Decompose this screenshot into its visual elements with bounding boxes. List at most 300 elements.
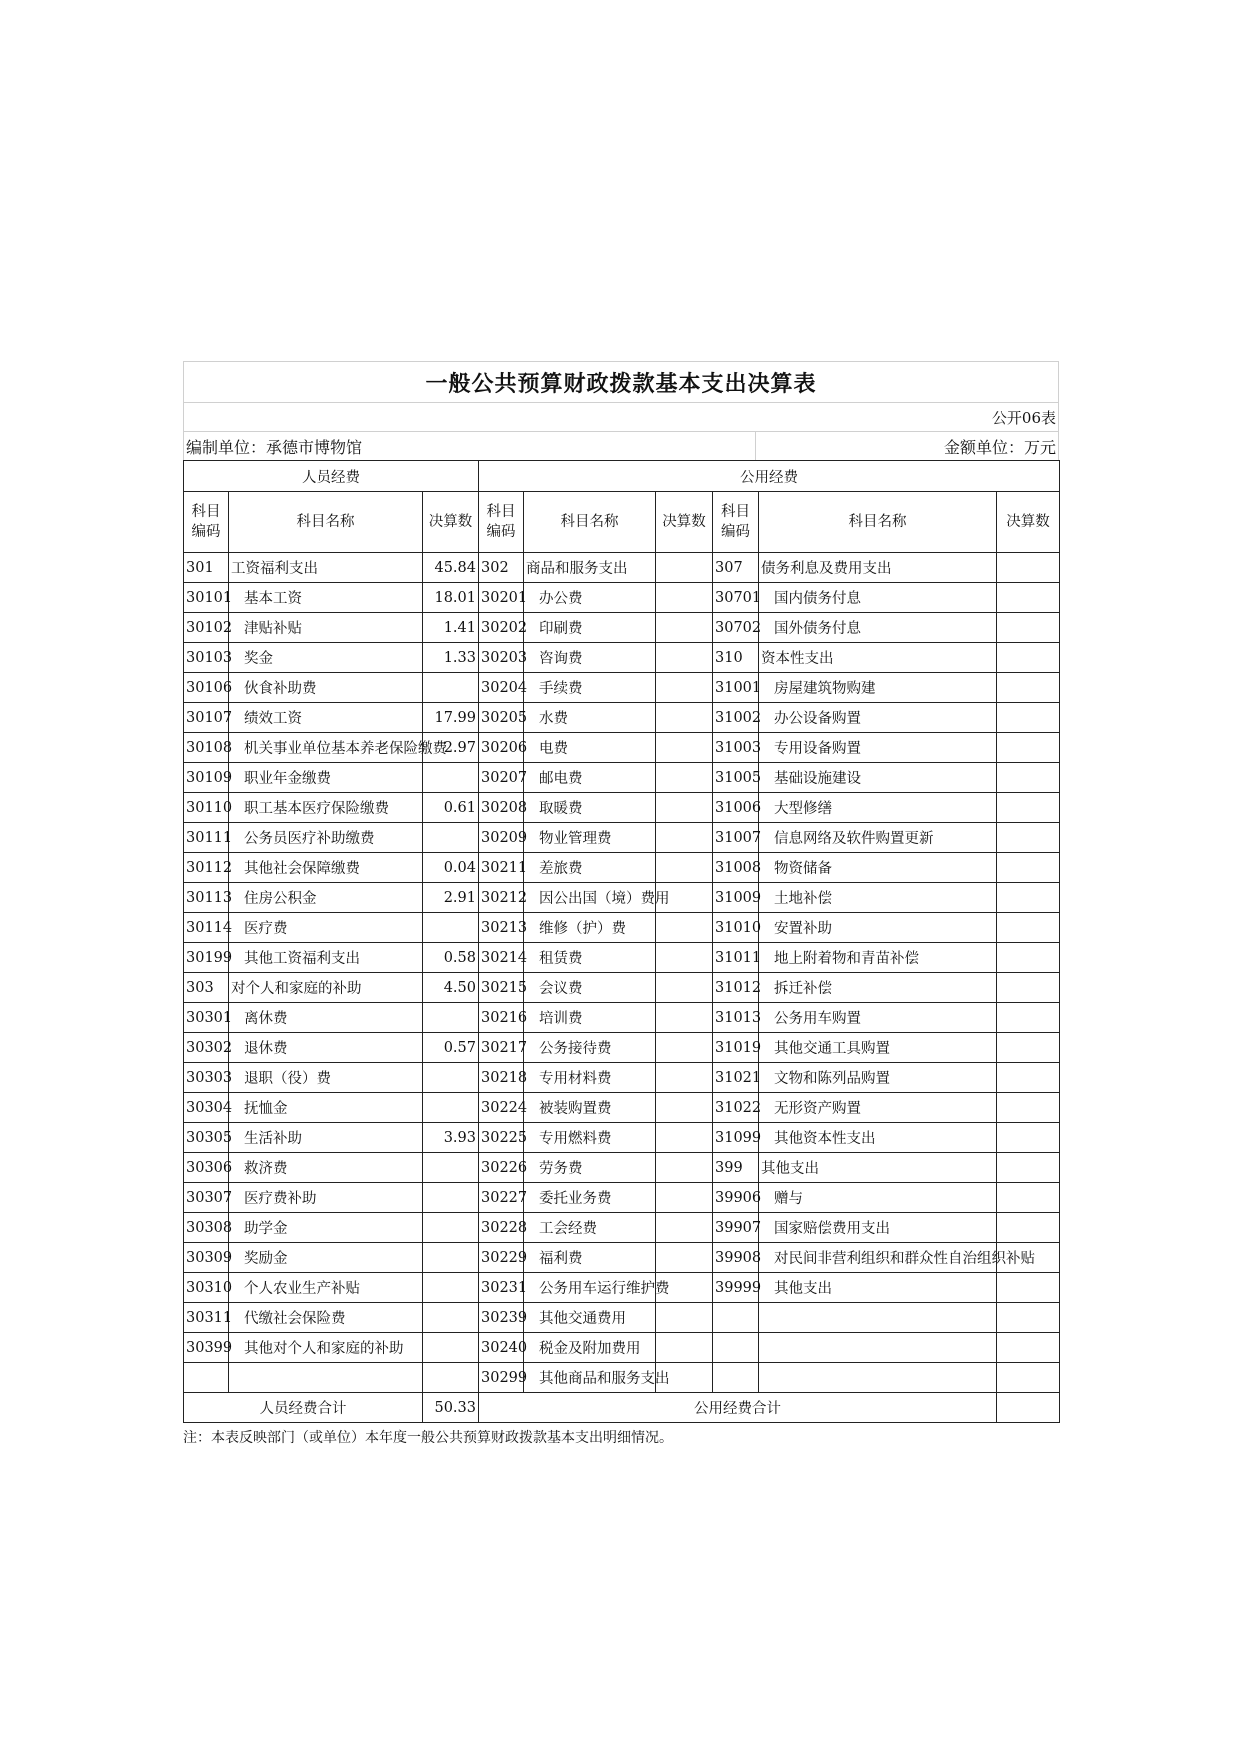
name-cell: 债务利息及费用支出 <box>759 553 997 583</box>
amount-cell <box>997 763 1060 793</box>
amount-cell <box>656 1003 713 1033</box>
code-cell: 31007 <box>713 823 759 853</box>
amount-cell <box>423 1153 479 1183</box>
amount-cell <box>656 1063 713 1093</box>
amount-cell <box>997 1123 1060 1153</box>
code-cell: 30107 <box>184 703 229 733</box>
amount-cell <box>997 1273 1060 1303</box>
name-cell: 其他支出 <box>759 1273 997 1303</box>
name-cell: 手续费 <box>524 673 656 703</box>
name-cell: 个人农业生产补贴 <box>229 1273 423 1303</box>
code-cell: 31001 <box>713 673 759 703</box>
amount-header: 决算数 <box>997 492 1060 553</box>
name-cell: 地上附着物和青苗补偿 <box>759 943 997 973</box>
name-cell: 邮电费 <box>524 763 656 793</box>
amount-cell: 1.33 <box>423 643 479 673</box>
amount-cell <box>656 763 713 793</box>
name-cell: 水费 <box>524 703 656 733</box>
code-cell: 31019 <box>713 1033 759 1063</box>
code-cell: 30225 <box>479 1123 524 1153</box>
name-cell: 对民间非营利组织和群众性自治组织补贴 <box>759 1243 997 1273</box>
code-cell: 30231 <box>479 1273 524 1303</box>
name-cell: 救济费 <box>229 1153 423 1183</box>
name-cell: 维修（护）费 <box>524 913 656 943</box>
code-cell: 30102 <box>184 613 229 643</box>
amount-cell <box>656 583 713 613</box>
public-total-label: 公用经费合计 <box>479 1393 997 1423</box>
name-cell: 大型修缮 <box>759 793 997 823</box>
amount-cell <box>423 913 479 943</box>
code-cell: 30701 <box>713 583 759 613</box>
code-cell: 31099 <box>713 1123 759 1153</box>
amount-cell <box>656 1153 713 1183</box>
amount-cell <box>997 883 1060 913</box>
name-cell: 赠与 <box>759 1183 997 1213</box>
amount-cell <box>423 673 479 703</box>
amount-cell: 45.84 <box>423 553 479 583</box>
amount-cell <box>423 1183 479 1213</box>
name-cell: 其他支出 <box>759 1153 997 1183</box>
code-cell: 30302 <box>184 1033 229 1063</box>
name-cell: 医疗费补助 <box>229 1183 423 1213</box>
amount-cell <box>423 1333 479 1363</box>
amount-cell <box>423 1213 479 1243</box>
amount-cell <box>423 1363 479 1393</box>
amount-cell <box>997 673 1060 703</box>
name-cell: 工会经费 <box>524 1213 656 1243</box>
name-cell: 对个人和家庭的补助 <box>229 973 423 1003</box>
preparing-unit: 编制单位：承德市博物馆 <box>183 432 755 460</box>
code-cell: 30301 <box>184 1003 229 1033</box>
table-row <box>184 793 1060 823</box>
code-cell: 39907 <box>713 1213 759 1243</box>
code-cell <box>713 1333 759 1363</box>
name-cell: 因公出国（境）费用 <box>524 883 656 913</box>
amount-cell <box>997 1063 1060 1093</box>
code-cell: 30216 <box>479 1003 524 1033</box>
code-cell: 30399 <box>184 1333 229 1363</box>
code-header: 科目编码 <box>184 492 229 553</box>
code-cell: 30114 <box>184 913 229 943</box>
code-cell: 30307 <box>184 1183 229 1213</box>
table-row <box>184 1093 1060 1123</box>
code-cell: 30204 <box>479 673 524 703</box>
code-cell: 30217 <box>479 1033 524 1063</box>
code-cell: 30199 <box>184 943 229 973</box>
amount-cell <box>997 733 1060 763</box>
amount-cell <box>997 1093 1060 1123</box>
amount-cell: 18.01 <box>423 583 479 613</box>
personnel-total-value: 50.33 <box>423 1393 479 1423</box>
amount-cell: 0.04 <box>423 853 479 883</box>
name-cell: 无形资产购置 <box>759 1093 997 1123</box>
code-cell: 30101 <box>184 583 229 613</box>
table-row <box>184 1003 1060 1033</box>
code-cell: 310 <box>713 643 759 673</box>
code-cell: 30111 <box>184 823 229 853</box>
name-cell: 奖金 <box>229 643 423 673</box>
code-cell: 301 <box>184 553 229 583</box>
amount-cell <box>997 613 1060 643</box>
name-cell: 国外债务付息 <box>759 613 997 643</box>
code-header: 科目编码 <box>713 492 759 553</box>
code-cell: 39908 <box>713 1243 759 1273</box>
amount-unit: 金额单位：万元 <box>755 432 1059 460</box>
name-cell: 奖励金 <box>229 1243 423 1273</box>
name-cell: 生活补助 <box>229 1123 423 1153</box>
name-cell: 拆迁补偿 <box>759 973 997 1003</box>
code-cell <box>184 1363 229 1393</box>
code-cell: 31002 <box>713 703 759 733</box>
table-row <box>184 643 1060 673</box>
name-cell: 其他资本性支出 <box>759 1123 997 1153</box>
amount-cell <box>656 1183 713 1213</box>
code-cell: 30202 <box>479 613 524 643</box>
table-row <box>184 703 1060 733</box>
amount-cell: 2.97 <box>423 733 479 763</box>
name-cell: 委托业务费 <box>524 1183 656 1213</box>
code-cell: 30113 <box>184 883 229 913</box>
name-header: 科目名称 <box>524 492 656 553</box>
name-cell: 差旅费 <box>524 853 656 883</box>
table-row <box>184 1363 1060 1393</box>
code-cell: 30112 <box>184 853 229 883</box>
name-cell: 福利费 <box>524 1243 656 1273</box>
code-cell: 30303 <box>184 1063 229 1093</box>
name-cell <box>759 1363 997 1393</box>
name-cell: 伙食补助费 <box>229 673 423 703</box>
name-cell: 津贴补贴 <box>229 613 423 643</box>
code-cell: 31003 <box>713 733 759 763</box>
amount-cell <box>997 1213 1060 1243</box>
amount-cell <box>656 853 713 883</box>
name-header: 科目名称 <box>229 492 423 553</box>
amount-cell <box>997 1183 1060 1213</box>
code-cell: 30209 <box>479 823 524 853</box>
amount-cell <box>423 1063 479 1093</box>
amount-cell <box>997 1153 1060 1183</box>
amount-cell <box>423 1243 479 1273</box>
table-row <box>184 1243 1060 1273</box>
code-cell: 30308 <box>184 1213 229 1243</box>
code-cell: 31008 <box>713 853 759 883</box>
name-cell: 物业管理费 <box>524 823 656 853</box>
code-cell: 30106 <box>184 673 229 703</box>
table-row <box>184 1123 1060 1153</box>
name-cell: 其他社会保障缴费 <box>229 853 423 883</box>
name-cell <box>759 1303 997 1333</box>
code-cell: 30239 <box>479 1303 524 1333</box>
table-row <box>184 943 1060 973</box>
code-cell: 30201 <box>479 583 524 613</box>
table-row <box>184 1333 1060 1363</box>
public-group-header: 公用经费 <box>479 461 1060 492</box>
amount-cell <box>423 763 479 793</box>
code-cell: 31006 <box>713 793 759 823</box>
code-cell: 30207 <box>479 763 524 793</box>
amount-cell <box>656 913 713 943</box>
code-cell: 30310 <box>184 1273 229 1303</box>
name-cell: 信息网络及软件购置更新 <box>759 823 997 853</box>
code-cell: 31011 <box>713 943 759 973</box>
code-cell: 30110 <box>184 793 229 823</box>
amount-cell <box>997 583 1060 613</box>
public-total-value <box>997 1393 1060 1423</box>
amount-cell <box>997 553 1060 583</box>
code-cell: 30109 <box>184 763 229 793</box>
code-cell: 39999 <box>713 1273 759 1303</box>
amount-cell <box>656 793 713 823</box>
name-cell: 国内债务付息 <box>759 583 997 613</box>
table-row <box>184 823 1060 853</box>
name-cell: 公务用车购置 <box>759 1003 997 1033</box>
name-cell: 安置补助 <box>759 913 997 943</box>
name-cell: 物资储备 <box>759 853 997 883</box>
amount-cell <box>656 673 713 703</box>
amount-cell <box>656 1033 713 1063</box>
table-row <box>184 763 1060 793</box>
name-cell: 专用燃料费 <box>524 1123 656 1153</box>
amount-cell <box>423 1003 479 1033</box>
code-cell: 307 <box>713 553 759 583</box>
name-cell: 其他工资福利支出 <box>229 943 423 973</box>
amount-cell: 0.61 <box>423 793 479 823</box>
amount-cell <box>997 793 1060 823</box>
name-cell: 国家赔偿费用支出 <box>759 1213 997 1243</box>
code-cell: 31005 <box>713 763 759 793</box>
amount-cell: 17.99 <box>423 703 479 733</box>
code-cell: 31022 <box>713 1093 759 1123</box>
name-cell: 商品和服务支出 <box>524 553 656 583</box>
name-cell: 其他商品和服务支出 <box>524 1363 656 1393</box>
name-cell: 劳务费 <box>524 1153 656 1183</box>
table-row <box>184 1063 1060 1093</box>
amount-cell <box>656 1093 713 1123</box>
code-cell: 30103 <box>184 643 229 673</box>
code-cell: 30206 <box>479 733 524 763</box>
code-cell: 31013 <box>713 1003 759 1033</box>
code-cell: 31021 <box>713 1063 759 1093</box>
name-cell: 离休费 <box>229 1003 423 1033</box>
amount-cell <box>656 703 713 733</box>
name-cell: 文物和陈列品购置 <box>759 1063 997 1093</box>
table-row <box>184 913 1060 943</box>
name-cell: 培训费 <box>524 1003 656 1033</box>
name-cell: 其他对个人和家庭的补助 <box>229 1333 423 1363</box>
amount-cell <box>656 943 713 973</box>
code-cell: 30304 <box>184 1093 229 1123</box>
code-cell: 30702 <box>713 613 759 643</box>
code-cell: 30218 <box>479 1063 524 1093</box>
amount-cell <box>656 1303 713 1333</box>
amount-cell: 0.57 <box>423 1033 479 1063</box>
unit-info-row <box>183 431 1059 460</box>
code-cell: 30309 <box>184 1243 229 1273</box>
name-cell: 电费 <box>524 733 656 763</box>
code-cell: 31010 <box>713 913 759 943</box>
code-cell: 30208 <box>479 793 524 823</box>
table-row <box>184 883 1060 913</box>
column-header-row <box>184 492 1060 553</box>
table-row <box>184 733 1060 763</box>
name-cell: 办公设备购置 <box>759 703 997 733</box>
name-cell: 工资福利支出 <box>229 553 423 583</box>
amount-cell: 1.41 <box>423 613 479 643</box>
name-cell: 退职（役）费 <box>229 1063 423 1093</box>
code-cell: 30224 <box>479 1093 524 1123</box>
name-cell: 公务用车运行维护费 <box>524 1273 656 1303</box>
name-cell: 办公费 <box>524 583 656 613</box>
amount-cell <box>997 1033 1060 1063</box>
amount-cell <box>423 1303 479 1333</box>
amount-header: 决算数 <box>423 492 479 553</box>
table-row <box>184 853 1060 883</box>
name-cell: 代缴社会保险费 <box>229 1303 423 1333</box>
amount-cell: 3.93 <box>423 1123 479 1153</box>
code-cell: 30311 <box>184 1303 229 1333</box>
code-cell: 30211 <box>479 853 524 883</box>
name-cell: 职工基本医疗保险缴费 <box>229 793 423 823</box>
amount-cell <box>997 973 1060 1003</box>
totals-row <box>184 1393 1060 1423</box>
name-cell: 被装购置费 <box>524 1093 656 1123</box>
table-body <box>184 553 1060 1393</box>
group-header-row <box>184 461 1060 492</box>
name-cell: 医疗费 <box>229 913 423 943</box>
amount-cell <box>997 1303 1060 1333</box>
amount-cell <box>997 703 1060 733</box>
amount-cell <box>997 1003 1060 1033</box>
amount-cell <box>656 973 713 1003</box>
name-cell: 土地补偿 <box>759 883 997 913</box>
name-cell: 退休费 <box>229 1033 423 1063</box>
name-cell: 职业年金缴费 <box>229 763 423 793</box>
code-cell: 31012 <box>713 973 759 1003</box>
form-number: 公开06表 <box>183 402 1059 431</box>
code-cell: 30240 <box>479 1333 524 1363</box>
name-cell: 基本工资 <box>229 583 423 613</box>
table-row <box>184 1183 1060 1213</box>
amount-cell <box>656 1333 713 1363</box>
amount-cell <box>656 823 713 853</box>
code-header: 科目编码 <box>479 492 524 553</box>
code-cell <box>713 1363 759 1393</box>
amount-cell <box>423 1273 479 1303</box>
name-cell: 印刷费 <box>524 613 656 643</box>
name-cell: 会议费 <box>524 973 656 1003</box>
amount-cell <box>656 1213 713 1243</box>
name-cell: 取暖费 <box>524 793 656 823</box>
amount-cell <box>423 823 479 853</box>
amount-cell <box>656 553 713 583</box>
name-cell: 资本性支出 <box>759 643 997 673</box>
code-cell: 30215 <box>479 973 524 1003</box>
code-cell: 30213 <box>479 913 524 943</box>
name-cell: 租赁费 <box>524 943 656 973</box>
amount-cell <box>656 613 713 643</box>
code-cell: 30299 <box>479 1363 524 1393</box>
amount-cell <box>997 1363 1060 1393</box>
amount-cell <box>656 643 713 673</box>
table-row <box>184 1033 1060 1063</box>
code-cell <box>713 1303 759 1333</box>
table-row <box>184 583 1060 613</box>
table-row <box>184 1213 1060 1243</box>
amount-header: 决算数 <box>656 492 713 553</box>
code-cell: 30305 <box>184 1123 229 1153</box>
name-cell: 专用材料费 <box>524 1063 656 1093</box>
amount-cell: 0.58 <box>423 943 479 973</box>
code-cell: 30212 <box>479 883 524 913</box>
amount-cell: 4.50 <box>423 973 479 1003</box>
amount-cell <box>997 943 1060 973</box>
code-cell: 399 <box>713 1153 759 1183</box>
table-row <box>184 1153 1060 1183</box>
amount-cell: 2.91 <box>423 883 479 913</box>
name-cell: 其他交通工具购置 <box>759 1033 997 1063</box>
table-row <box>184 553 1060 583</box>
table-row <box>184 1303 1060 1333</box>
name-cell: 抚恤金 <box>229 1093 423 1123</box>
code-cell: 30203 <box>479 643 524 673</box>
amount-cell <box>656 733 713 763</box>
table-row <box>184 613 1060 643</box>
name-cell: 咨询费 <box>524 643 656 673</box>
table-row <box>184 973 1060 1003</box>
amount-cell <box>656 1123 713 1153</box>
name-cell <box>759 1333 997 1363</box>
name-cell: 基础设施建设 <box>759 763 997 793</box>
code-cell: 30108 <box>184 733 229 763</box>
name-cell: 机关事业单位基本养老保险缴费 <box>229 733 423 763</box>
name-cell: 专用设备购置 <box>759 733 997 763</box>
expenditure-table <box>183 460 1060 1423</box>
name-cell: 公务员医疗补助缴费 <box>229 823 423 853</box>
name-cell: 其他交通费用 <box>524 1303 656 1333</box>
statement-document <box>183 361 1059 1447</box>
code-cell: 30227 <box>479 1183 524 1213</box>
name-cell <box>229 1363 423 1393</box>
code-cell: 30306 <box>184 1153 229 1183</box>
personnel-group-header: 人员经费 <box>184 461 479 492</box>
code-cell: 302 <box>479 553 524 583</box>
code-cell: 39906 <box>713 1183 759 1213</box>
amount-cell <box>997 823 1060 853</box>
code-cell: 30226 <box>479 1153 524 1183</box>
document-title: 一般公共预算财政拨款基本支出决算表 <box>183 361 1059 402</box>
code-cell: 303 <box>184 973 229 1003</box>
amount-cell <box>423 1093 479 1123</box>
code-cell: 30205 <box>479 703 524 733</box>
name-header: 科目名称 <box>759 492 997 553</box>
name-cell: 助学金 <box>229 1213 423 1243</box>
name-cell: 住房公积金 <box>229 883 423 913</box>
name-cell: 公务接待费 <box>524 1033 656 1063</box>
code-cell: 30229 <box>479 1243 524 1273</box>
footnote: 注：本表反映部门（或单位）本年度一般公共预算财政拨款基本支出明细情况。 <box>183 1430 673 1446</box>
table-row <box>184 673 1060 703</box>
amount-cell <box>656 1243 713 1273</box>
table-row <box>184 1273 1060 1303</box>
amount-cell <box>997 853 1060 883</box>
amount-cell <box>997 913 1060 943</box>
code-cell: 30214 <box>479 943 524 973</box>
name-cell: 房屋建筑物购建 <box>759 673 997 703</box>
amount-cell <box>997 643 1060 673</box>
code-cell: 31009 <box>713 883 759 913</box>
personnel-total-label: 人员经费合计 <box>184 1393 423 1423</box>
code-cell: 30228 <box>479 1213 524 1243</box>
